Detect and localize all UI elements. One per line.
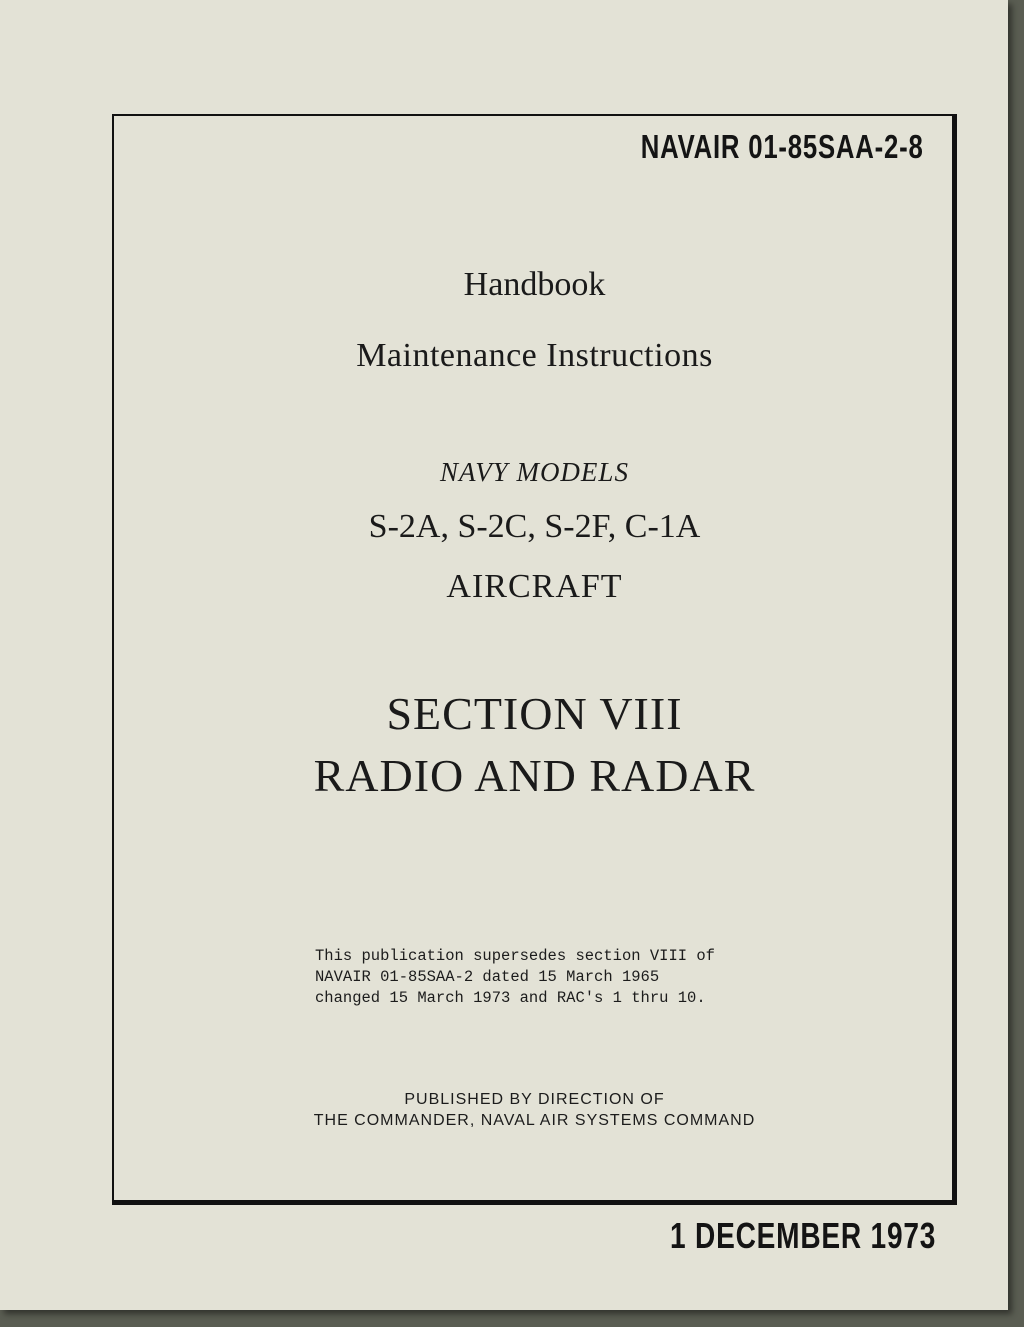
subtitle-maintenance-instructions: Maintenance Instructions: [356, 337, 713, 374]
supersedes-notice: [315, 946, 715, 1009]
supersedes-line: NAVAIR 01-85SAA-2 dated 15 March 1965: [315, 968, 660, 986]
handbook-label: Handbook: [463, 266, 606, 303]
section-title: RADIO AND RADAR: [313, 750, 756, 801]
publisher-statement: [112, 1089, 957, 1131]
supersedes-line: This publication supersedes section VIII of: [315, 947, 715, 965]
publisher-line: THE COMMANDER, NAVAL AIR SYSTEMS COMMAND: [313, 1112, 756, 1129]
section-number: SECTION VIII: [386, 688, 683, 739]
publisher-line: PUBLISHED BY DIRECTION OF: [404, 1091, 665, 1108]
aircraft-label: AIRCRAFT: [446, 568, 623, 605]
supersedes-line: changed 15 March 1973 and RAC's 1 thru 10.: [315, 989, 706, 1007]
document-number: NAVAIR 01-85SAA-2-8: [641, 128, 924, 165]
aircraft-models: S-2A, S-2C, S-2F, C-1A: [368, 508, 701, 545]
publication-date: 1 DECEMBER 1973: [669, 1215, 936, 1256]
navy-models-heading: NAVY MODELS: [440, 457, 629, 487]
